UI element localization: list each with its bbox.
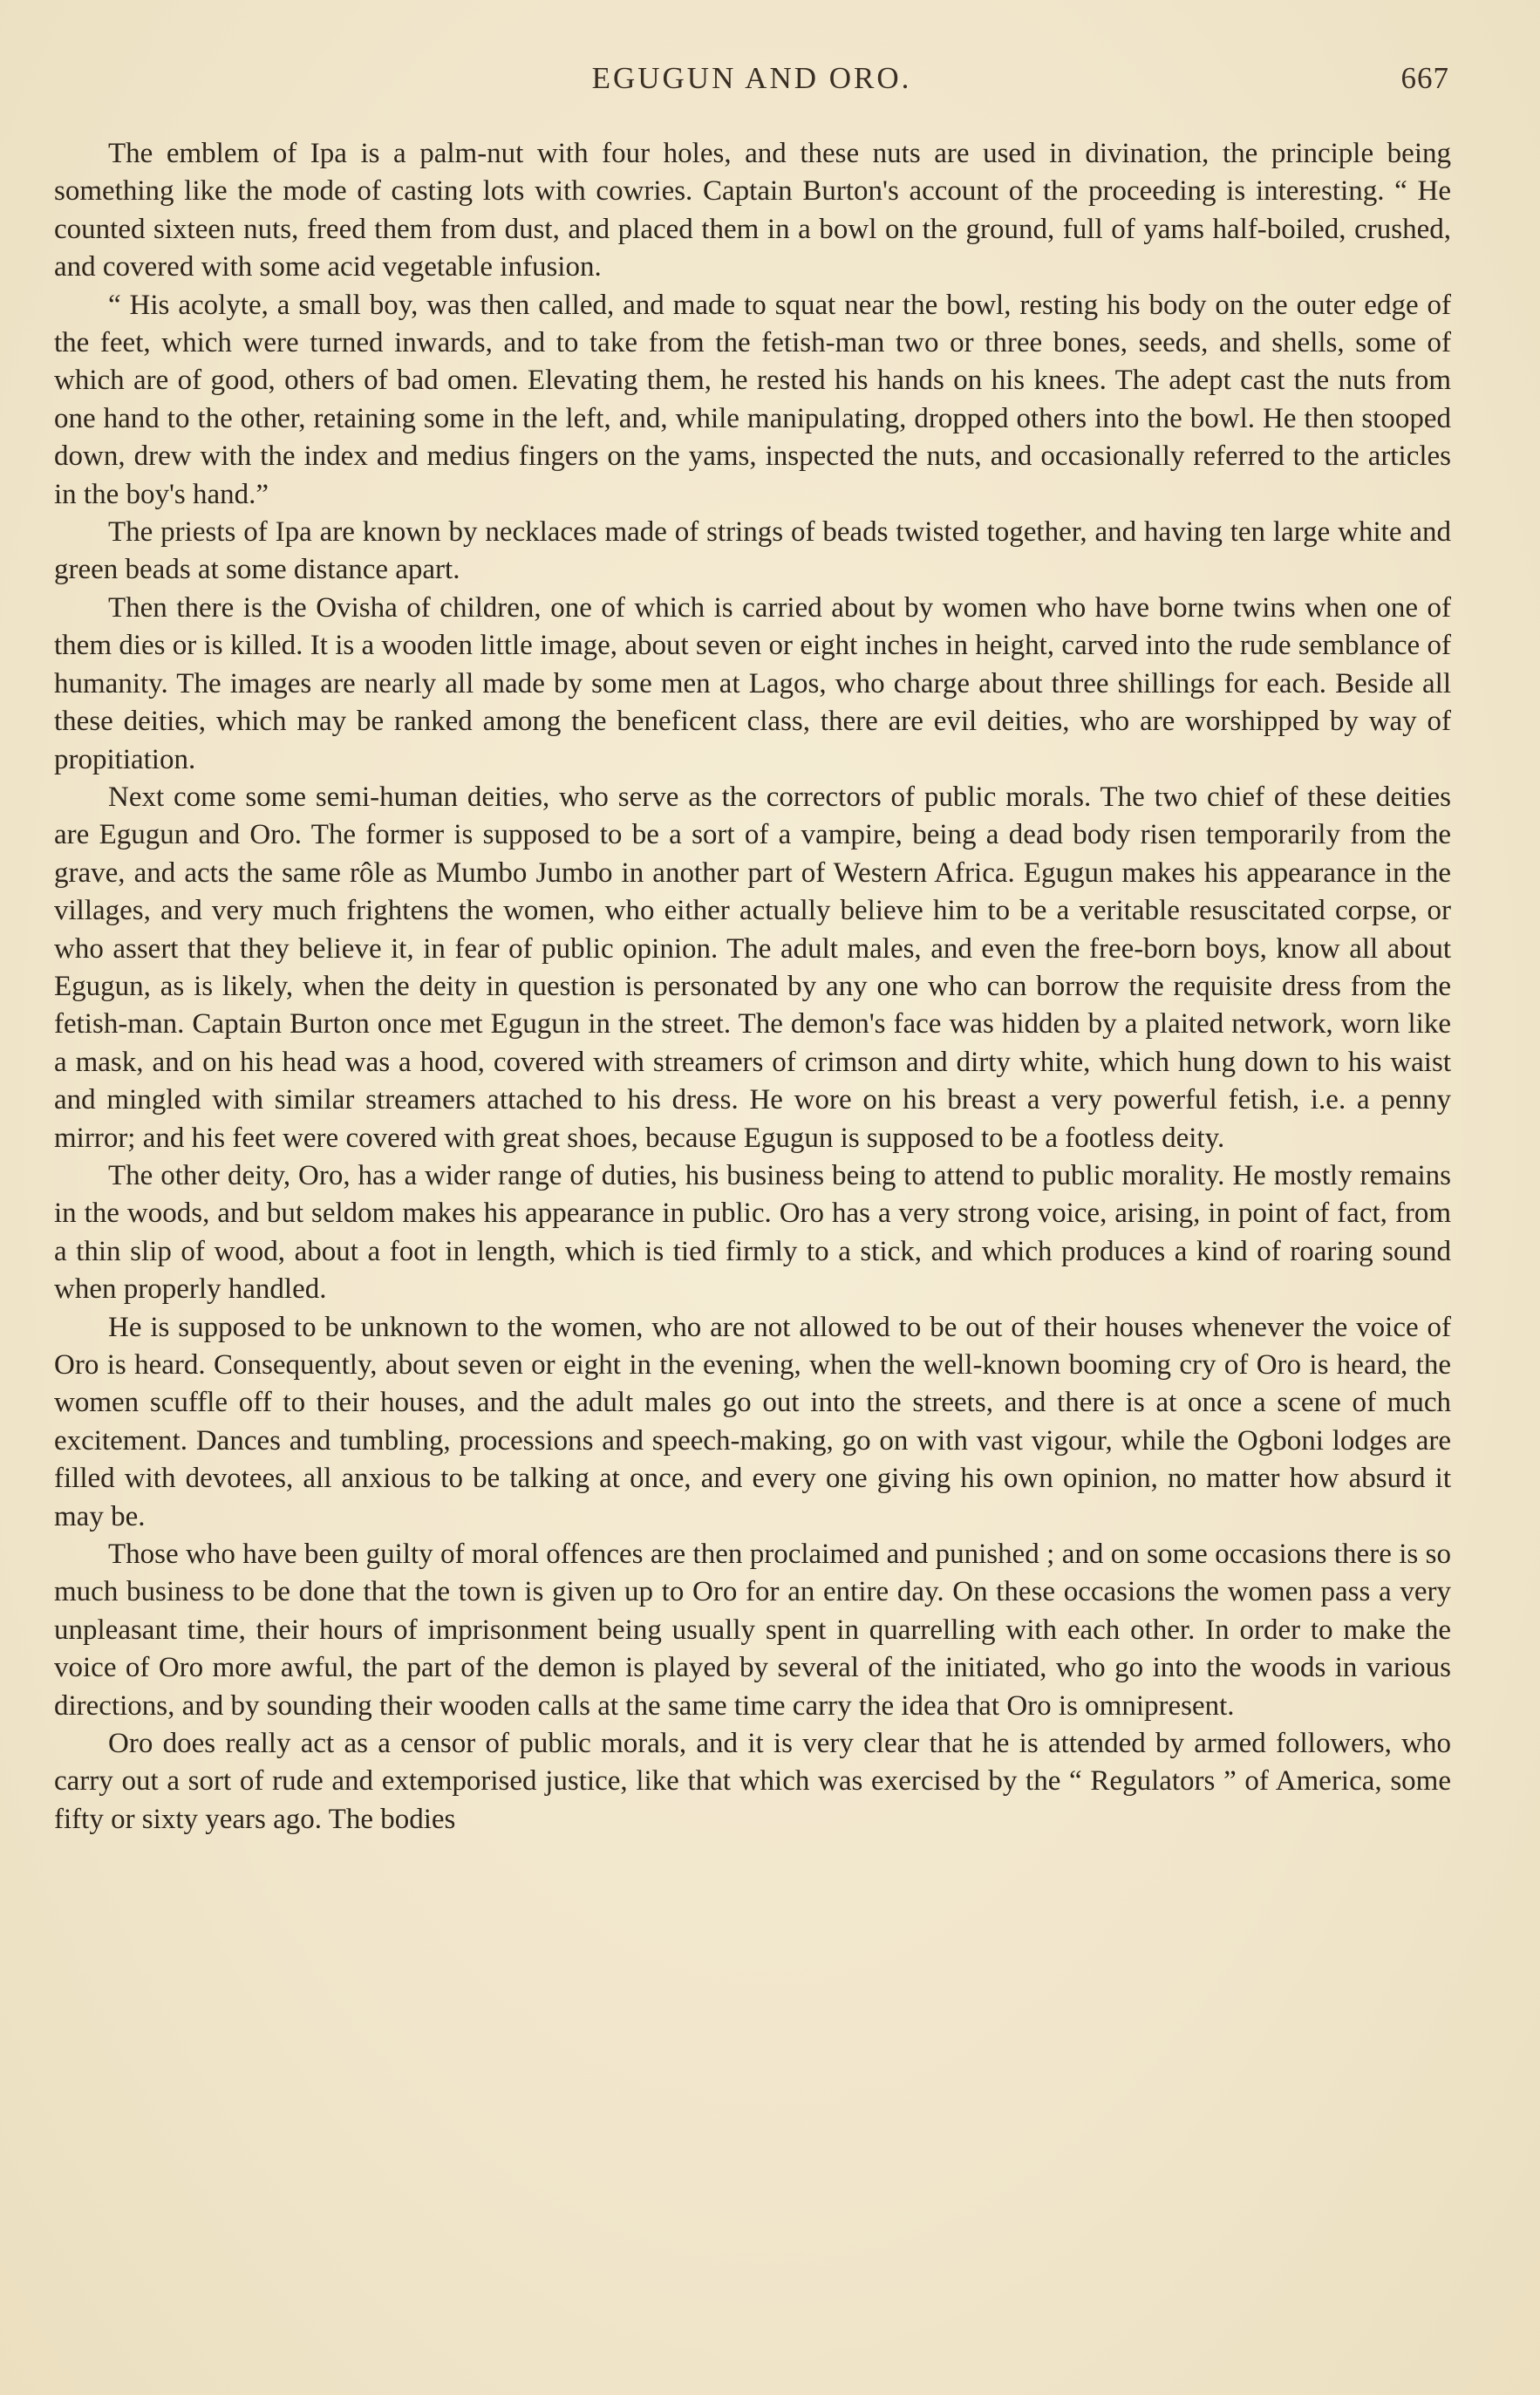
paragraph-censor: Oro does really act as a censor of public morals, and it is very clear that he is attended by armed followers, who carry out a sort of rude and extemporised justice, like that which was exercised by the “ Regulators ” of America, some fifty or sixty years ago. The bodies <box>54 1728 1451 1835</box>
paragraph-acolyte: “ His acolyte, a small boy, was then called, and made to squat near the bowl, resting his body on the outer edge of the feet, which were turned inwards, and to take from the fetish-man two or three bones, seeds, and shells, some of which are of good, others of bad omen. Elevating them, he rested his hands on his knees. The adept cast the nuts from one hand to the other, retaining some in the left, and, while manipulating, dropped others into the bowl. He then stooped down, drew with the index and medius fingers on the yams, inspected the nuts, and occasionally referred to the articles in the boy's hand.” <box>54 289 1451 510</box>
paragraph-ovisha: Then there is the Ovisha of children, one of which is carried about by women who have borne twins when one of them dies or is killed. It is a wooden little image, about seven or eight inches in height, carved into the rude semblance of humanity. The images are nearly all made by some men at Lagos, who charge about three shillings for each. Beside all these deities, which may be ranked among the beneficent class, there are evil deities, who are worshipped by way of propitiation. <box>54 591 1451 775</box>
paragraph-egugun: Next come some semi-human deities, who serve as the correctors of public morals. The two chief of these deities are Egugun and Oro. The former is supposed to be a sort of a vampire, being a dead body risen temporarily from the grave, and acts the same rôle as Mumbo Jumbo in another part of Western Africa. Egugun makes his appearance in the villages, and very much frightens the women, who either actually believe him to be a veritable resuscitated corpse, or who assert that they believe it, in fear of public opinion. The adult males, and even the free-born boys, know all about Egugun, as is likely, when the deity in question is personated by any one who can borrow the requisite dress from the fetish-man. Captain Burton once met Egugun in the street. The demon's face was hidden by a plaited network, worn like a mask, and on his head was a hood, covered with streamers of crimson and dirty white, which hung down to his waist and mingled with similar streamers attached to his dress. He wore on his breast a very powerful fetish, i.e. a penny mirror; and his feet were covered with great shoes, because Egugun is supposed to be a footless deity. <box>54 781 1451 1154</box>
page-number: 667 <box>1400 61 1449 95</box>
page-header <box>54 61 1449 113</box>
paragraph-oro: The other deity, Oro, has a wider range of duties, his business being to attend to public morality. He mostly remains in the woods, and but seldom makes his appearance in public. Oro has a very strong voice, arising, in point of fact, from a thin slip of wood, about a foot in length, which is tied firmly to a stick, and which produces a kind of roaring sound when properly handled. <box>54 1159 1451 1306</box>
running-head: EGUGUN AND ORO. <box>591 61 912 95</box>
paragraph-oro-voice: He is supposed to be unknown to the women, who are not allowed to be out of their houses whenever the voice of Oro is heard. Consequently, about seven or eight in the evening, when the well-known booming cry of Oro is heard, the women scuffle off to their houses, and the adult males go out into the streets, and there is at once a scene of much excitement. Dances and tumbling, processions and speech-making, go on with vast vigour, while the Ogboni lodges are filled with devotees, all anxious to be talking at once, and every one giving his own opinion, no matter how absurd it may be. <box>54 1311 1451 1532</box>
paragraph-ipa-emblem: The emblem of Ipa is a palm-nut with four holes, and these nuts are used in divination, the principle being something like the mode of casting lots with cowries. Captain Burton's account of the proceeding is interesting. “ He counted sixteen nuts, freed them from dust, and placed them in a bowl on the ground, full of yams half-boiled, crushed, and covered with some acid vegetable infusion. <box>54 138 1451 283</box>
paragraph-priests-of-ipa: The priests of Ipa are known by necklaces made of strings of beads twisted together, and having ten large white and green beads at some distance apart. <box>54 516 1451 586</box>
paragraph-offences: Those who have been guilty of moral offences are then proclaimed and punished ; and on some occasions there is so much business to be done that the town is given up to Oro for an entire day. On these occasions the women pass a very unpleasant time, their hours of imprisonment being usually spent in quarrelling with each other. In order to make the voice of Oro more awful, the part of the demon is played by several of the initiated, who go into the woods in various directions, and by sounding their wooden calls at the same time carry the idea that Oro is omnipresent. <box>54 1539 1451 1722</box>
body-text <box>54 135 1451 1839</box>
